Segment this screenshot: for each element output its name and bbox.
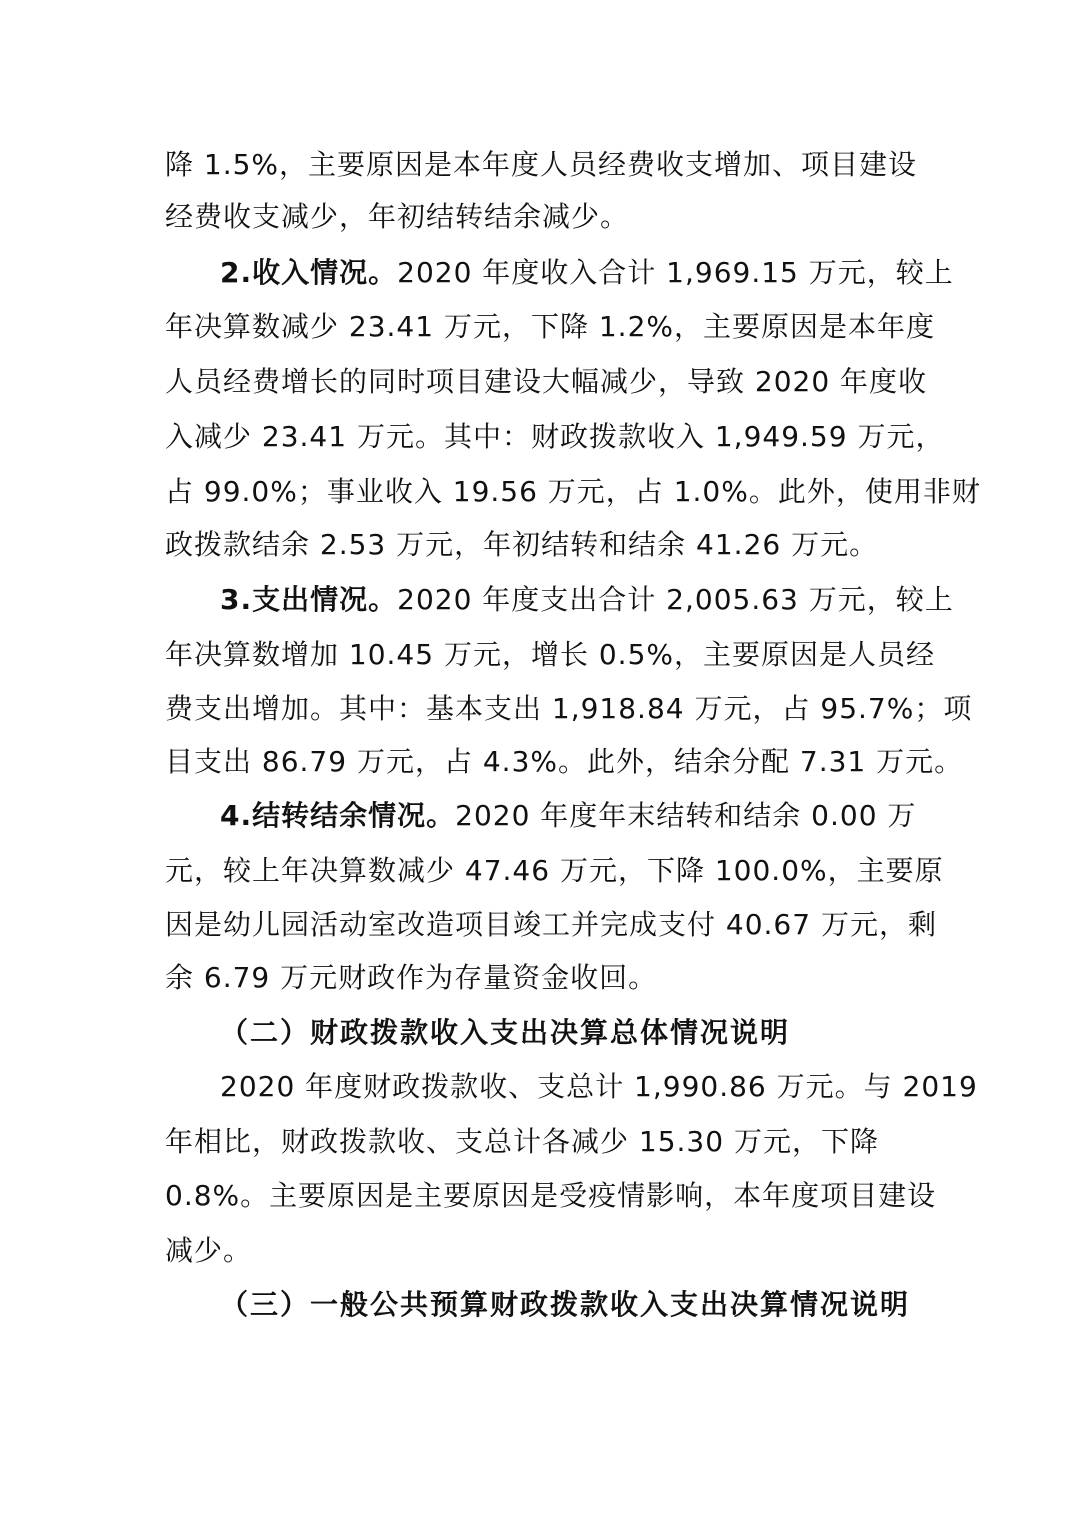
- paragraph-carryover: [220, 796, 916, 836]
- paragraph-title: 3.支出情况。: [220, 583, 398, 616]
- text-line: 降 1.5%，主要原因是本年度人员经费收支增加、项目建设: [165, 148, 918, 181]
- text-line: 目支出 86.79 万元，占 4.3%。此外，结余分配 7.31 万元。: [165, 745, 964, 778]
- text-line: 政拨款结余 2.53 万元，年初结转和结余 41.26 万元。: [165, 528, 879, 561]
- text-line: 元，较上年决算数减少 47.46 万元，下降 100.0%，主要原: [165, 854, 944, 887]
- text-span: 2020 年度收入合计 1,969.15 万元，较上: [397, 256, 954, 289]
- text-span: 2020 年度年末结转和结余 0.00 万: [455, 799, 917, 832]
- text-line: 费支出增加。其中：基本支出 1,918.84 万元，占 95.7%；项: [165, 692, 973, 725]
- text-line: 0.8%。主要原因是主要原因是受疫情影响，本年度项目建设: [165, 1179, 937, 1212]
- text-line: 入减少 23.41 万元。其中：财政拨款收入 1,949.59 万元，: [165, 420, 945, 453]
- paragraph-title: 4.结转结余情况。: [220, 799, 456, 832]
- paragraph-title: 2.收入情况。: [220, 256, 398, 289]
- section-heading-3: （三）一般公共预算财政拨款收入支出决算情况说明: [220, 1288, 911, 1321]
- text-line: 年决算数减少 23.41 万元，下降 1.2%，主要原因是本年度: [165, 310, 935, 343]
- text-line: 2020 年度财政拨款收、支总计 1,990.86 万元。与 2019: [220, 1070, 978, 1103]
- text-line: 占 99.0%；事业收入 19.56 万元，占 1.0%。此外，使用非财: [165, 475, 981, 508]
- text-line: 人员经费增长的同时项目建设大幅减少，导致 2020 年度收: [165, 365, 928, 398]
- text-span: 2020 年度支出合计 2,005.63 万元，较上: [397, 583, 954, 616]
- text-line: 减少。: [165, 1234, 253, 1267]
- paragraph-income: [220, 253, 954, 293]
- paragraph-expenditure: [220, 580, 954, 620]
- text-line: 余 6.79 万元财政作为存量资金收回。: [165, 961, 658, 994]
- section-heading-2: （二）财政拨款收入支出决算总体情况说明: [220, 1016, 791, 1049]
- text-line: 经费收支减少，年初结转结余减少。: [165, 200, 630, 233]
- text-line: 因是幼儿园活动室改造项目竣工并完成支付 40.67 万元，剩: [165, 908, 937, 941]
- text-line: 年决算数增加 10.45 万元，增长 0.5%，主要原因是人员经: [165, 638, 935, 671]
- text-line: 年相比，财政拨款收、支总计各减少 15.30 万元，下降: [165, 1125, 879, 1158]
